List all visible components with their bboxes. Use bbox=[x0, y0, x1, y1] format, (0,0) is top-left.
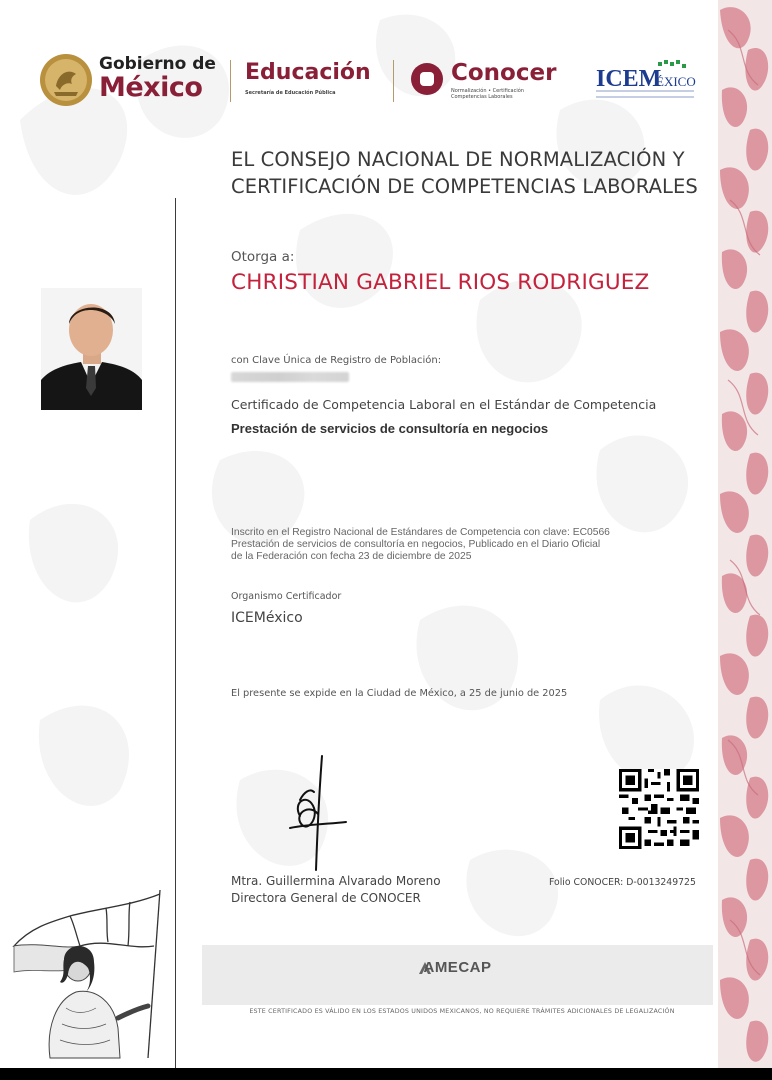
title-line2: CERTIFICACIÓN DE COMPETENCIAS LABORALES bbox=[231, 175, 698, 198]
header-logos bbox=[38, 52, 698, 108]
certificate-title bbox=[231, 146, 716, 200]
organismo-name: ICEMéxico bbox=[231, 610, 303, 626]
icemexico-logo bbox=[594, 58, 699, 104]
svg-text:ICEM: ICEM bbox=[596, 66, 662, 92]
bottom-edge bbox=[0, 1068, 772, 1080]
qr-code[interactable] bbox=[619, 769, 699, 849]
signature bbox=[270, 752, 360, 872]
floral-pattern-icon bbox=[718, 0, 772, 1070]
signer-name: Mtra. Guillermina Alvarado Moreno bbox=[231, 874, 441, 888]
registro-line3: de la Federación con fecha 23 de diciembre de 2025 bbox=[231, 551, 472, 562]
title-line1: EL CONSEJO NACIONAL DE NORMALIZACIÓN Y bbox=[231, 148, 685, 171]
signer-title: Directora General de CONOCER bbox=[231, 891, 421, 905]
registro-line1: Inscrito en el Registro Nacional de Estándares de Competencia con clave: EC0566 bbox=[231, 527, 610, 538]
conocer-logo: Conocer bbox=[451, 60, 557, 86]
signer-block bbox=[231, 873, 441, 907]
educacion-logo: Educación bbox=[245, 60, 371, 85]
logo-separator bbox=[230, 60, 231, 102]
organismo-label: Organismo Certificador bbox=[231, 591, 342, 602]
curp-redacted bbox=[231, 372, 349, 382]
folio-number: Folio CONOCER: D-0013249725 bbox=[549, 877, 696, 888]
logo-separator bbox=[393, 60, 394, 102]
recipient-name: CHRISTIAN GABRIEL RIOS RODRIGUEZ bbox=[231, 270, 650, 295]
decorative-border bbox=[718, 0, 772, 1070]
svg-text:ÉXICO: ÉXICO bbox=[656, 74, 696, 89]
national-seal-icon bbox=[38, 52, 94, 108]
gobierno-line2: México bbox=[99, 72, 203, 103]
recipient-photo bbox=[41, 288, 142, 410]
standard-name: Prestación de servicios de consultoría en negocios bbox=[231, 421, 549, 436]
registro-info bbox=[231, 527, 651, 563]
gobierno-line1: Gobierno de bbox=[99, 54, 216, 74]
certificate-label: Certificado de Competencia Laboral en el Estándar de Competencia bbox=[231, 397, 657, 412]
amecap-banner bbox=[202, 945, 713, 1005]
conocer-subtitle: Normalización • Certificación Competencias Laborales bbox=[451, 88, 524, 100]
conocer-logo-icon bbox=[410, 62, 444, 96]
educacion-subtitle: Secretaría de Educación Pública bbox=[245, 90, 336, 96]
registro-line2: Prestación de servicios de consultoría en negocios, Publicado en el Diario Oficial bbox=[231, 539, 601, 550]
otorga-label: Otorga a: bbox=[231, 249, 295, 265]
issue-statement: El presente se expide en la Ciudad de México, a 25 de junio de 2025 bbox=[231, 688, 568, 699]
validity-disclaimer: ESTE CERTIFICADO ES VÁLIDO EN LOS ESTADOS UNIDOS MEXICANOS, NO REQUIERE TRÁMITES ADICIONALES DE LEGALIZACIÓN bbox=[249, 1008, 675, 1015]
amecap-logo: AMECAP bbox=[423, 959, 492, 976]
vertical-divider bbox=[175, 198, 176, 1070]
curp-label: con Clave Única de Registro de Población: bbox=[231, 355, 442, 366]
flag-woman-illustration bbox=[10, 888, 168, 1060]
